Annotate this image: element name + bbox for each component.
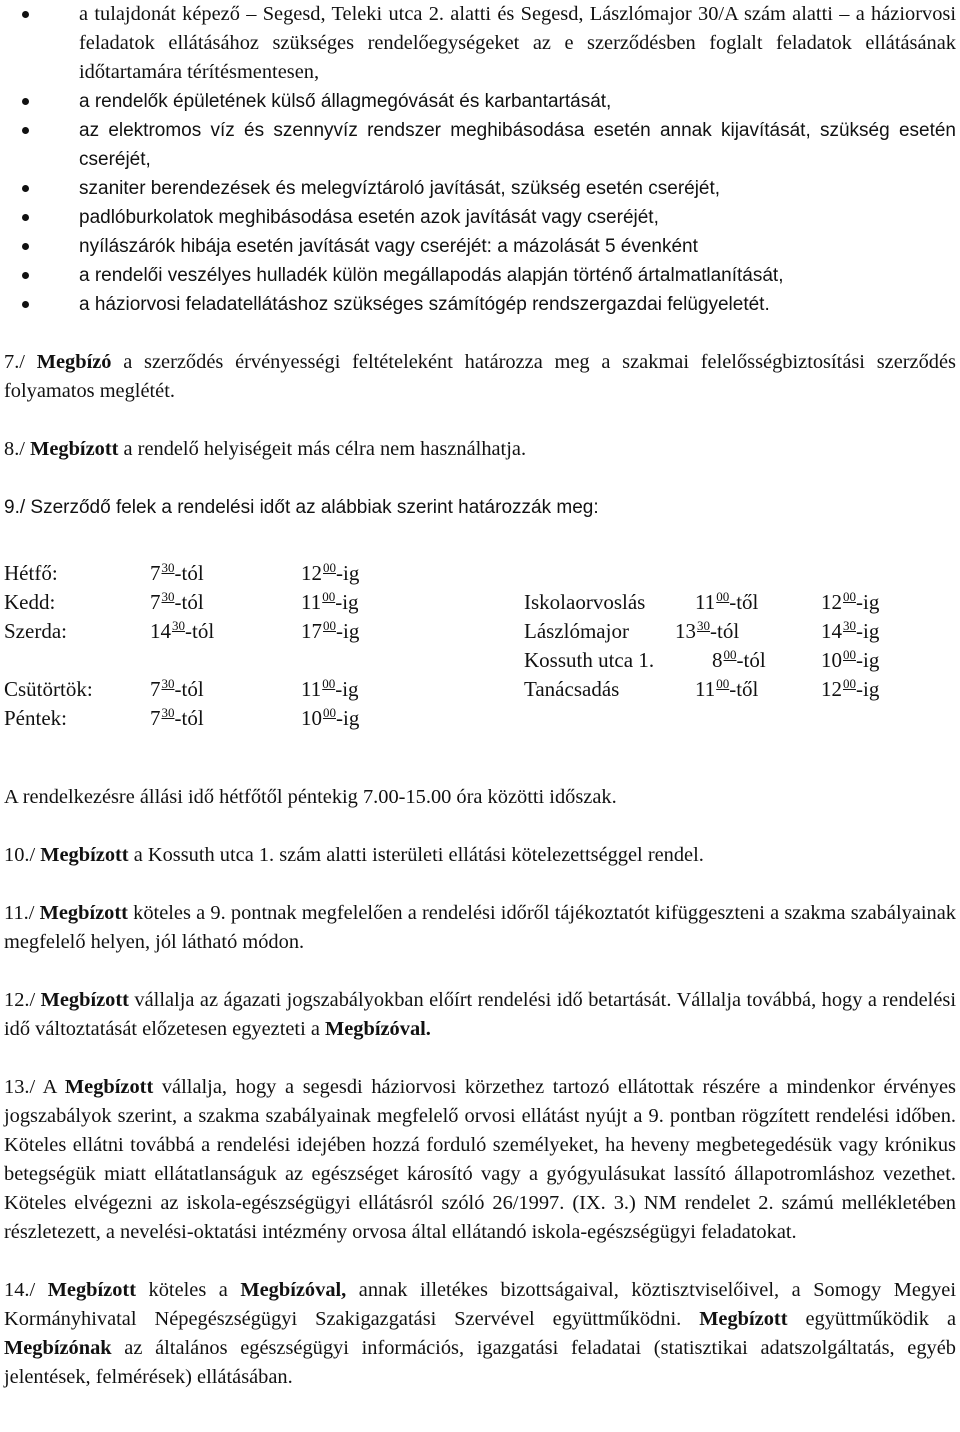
schedule-extra-label: Iskolaorvoslás [524,590,646,614]
schedule-to: $12^{00}-ig$ [301,560,360,585]
spacer [4,522,956,551]
paragraph-12: 12./ Megbízott vállalja az ágazati jogszabályokban előírt rendelési idő betartását. Vállalja továbbá, hogy a rendelési idő változtatását előzetesen egyezteti a Megbízóval. [4,989,956,1040]
list-item: nyílászárók hibája esetén javítását vagy cseréjét: a mázolását 5 évenként [4,232,956,261]
schedule-from: $13^{30}$-tól [675,618,740,643]
spacer [4,464,956,493]
list-item: a rendelők épületének külső állagmegóvását és karbantartását, [4,87,956,116]
list-item: az elektromos víz és szennyvíz rendszer meghibásodása esetén annak kijavítását, szükség esetén cseréjét, [4,116,956,174]
schedule-to: $10^{00}-ig$ [821,647,880,672]
schedule-extra-label: Lászlómajor [524,619,629,643]
schedule-day-label: Csütörtök: [4,677,93,701]
document-page [4,0,956,1392]
paragraph-9: 9./ Szerződő felek a rendelési időt az alábbiak szerint határozzák meg: [4,497,599,518]
list-item: a rendelői veszélyes hulladék külön megállapodás alapján történő ártalmatlanítását, [4,261,956,290]
paragraph-11: 11./ Megbízott köteles a 9. pontnak megfelelően a rendelési időről tájékoztatót kifüggeszteni a szakma szabályainak megfelelő helyen, jól látható módon. [4,902,956,953]
bullet-icon [22,98,29,105]
schedule-day-label: Hétfő: [4,561,58,585]
schedule-from: $7^{30}$-tól [150,705,204,730]
spacer [4,812,956,841]
availability-text: A rendelkezésre állási idő hétfőtől péntekig 7.00-15.00 óra közötti időszak. [4,786,617,808]
schedule-table [4,551,956,754]
schedule-to: $11^{00}-ig$ [301,589,359,614]
paragraph-7: 7./ Megbízó a szerződés érvényességi feltételeként határozza meg a szakmai felelősségbiztosítási szerződés folyamatos meglétét. [4,351,956,402]
spacer [4,754,956,783]
list-item: padlóburkolatok meghibásodása esetén azok javítását vagy cseréjét, [4,203,956,232]
schedule-from: $11^{00}$-től [695,589,759,614]
schedule-from: $14^{30}$-tól [150,618,215,643]
bullet-icon [22,127,29,134]
schedule-from: $7^{30}$-tól [150,676,204,701]
list-item: a tulajdonát képező – Segesd, Teleki utca 2. alatti és Segesd, Lászlómajor 30/A szám alatti – a háziorvosi feladatok ellátásához szükséges rendelőegységeket az e szerződésben foglalt feladatok ellátásának időtartamára térítésmentesen, [4,0,956,87]
spacer [4,406,956,435]
schedule-from: $11^{00}$-től [695,676,759,701]
bullet-icon [22,214,29,221]
schedule-to: $12^{00}-ig$ [821,589,880,614]
schedule-from: $8^{00}$-tól [712,647,766,672]
schedule-to: $12^{00}-ig$ [821,676,880,701]
bullet-icon [22,301,29,308]
spacer [4,957,956,986]
schedule-to: $10^{00}-ig$ [301,705,360,730]
schedule-from: $7^{30}$-tól [150,589,204,614]
spacer [4,1044,956,1073]
schedule-day-label: Kedd: [4,590,56,614]
spacer [4,870,956,899]
schedule-extra-label: Tanácsadás [524,677,620,701]
obligation-list [4,0,956,319]
schedule-to: $11^{00}-ig$ [301,676,359,701]
bullet-icon [22,185,29,192]
paragraph-14: 14./ Megbízott köteles a Megbízóval, annak illetékes bizottságaival, köztisztviselőivel, a Somogy Megyei Kormányhivatal Népegészségügyi Szakigazgatási Szervével együttműködni. Megbízott együttműködik a Megbízónak az általános egészségügyi információs, igazgatási feladatai (statisztikai adatszolgáltatás, egyéb jelentések, felmérések) ellátásában. [4,1279,956,1388]
schedule-day-label: Szerda: [4,619,67,643]
bullet-icon [22,272,29,279]
bullet-icon [22,243,29,250]
paragraph-13: 13./ A Megbízott vállalja, hogy a segesdi háziorvosi körzethez tartozó ellátottak részére a mindenkor érvényes jogszabályok szerint, a szakma szabályainak megfelelő orvosi ellátást nyújt a 9. pontban rögzített rendelési időben. Köteles ellátni továbbá a rendelési idejében hozzá forduló személyeket, ha heveny megbetegedésük vagy krónikus betegségük miatt ellátatlanságuk az egészséget károsító vagy a gyógyulásukat lassító állapotromláshoz vezethet. Köteles elvégezni az iskola-egészségügyi ellátásról szóló 26/1997. (IX. 3.) NM rendelet 2. számú mellékletében részletezett, a nevelési-oktatási intézmény orvosa által ellátandó iskola-egészségügyi feladatokat. [4,1076,956,1243]
spacer [4,319,956,348]
schedule-from: $7^{30}$-tól [150,560,204,585]
bullet-icon [22,11,29,18]
list-item: szaniter berendezések és melegvíztároló javítását, szükség esetén cseréjét, [4,174,956,203]
schedule-day-label: Péntek: [4,706,67,730]
paragraph-10: 10./ Megbízott a Kossuth utca 1. szám alatti isterületi ellátási kötelezettséggel rendel. [4,844,704,866]
schedule-to: $17^{00}-ig$ [301,618,360,643]
paragraph-8: 8./ Megbízott a rendelő helyiségeit más célra nem használhatja. [4,438,527,460]
list-item: a háziorvosi feladatellátáshoz szükséges számítógép rendszergazdai felügyeletét. [4,290,956,319]
schedule-extra-label: Kossuth utca 1. [524,648,655,672]
spacer [4,1247,956,1276]
schedule-to: $14^{30}-ig$ [821,618,880,643]
